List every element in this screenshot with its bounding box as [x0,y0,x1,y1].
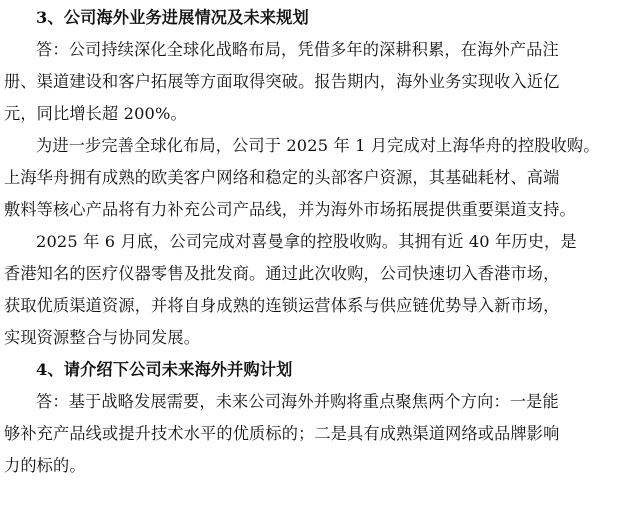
answer-paragraph-overseas-progress [4,34,617,130]
paragraph-line: 获取优质渠道资源，并将自身成熟的连锁运营体系与供应链优势导入新市场， [4,296,560,315]
paragraph-line: 2025 年 6 月底，公司完成对喜曼拿的控股收购。其拥有近 40 年历史，是 [36,232,577,251]
paragraph-line: 够补充产品线或提升技术水平的优质标的；二是具有成熟渠道网络或品牌影响 [4,424,560,443]
paragraph-line: 答：公司持续深化全球化战略布局，凭借多年的深耕积累，在海外产品注 [36,40,559,59]
paragraph-line: 敷料等核心产品将有力补充公司产品线，并为海外市场拓展提供重要渠道支持。 [4,200,576,219]
section-heading-4: 4、请介绍下公司未来海外并购计划 [36,360,293,379]
paragraph-line: 上海华舟拥有成熟的欧美客户网络和稳定的头部客户资源，其基础耗材、高端 [4,168,560,187]
paragraph-shanghai-huazhou [4,130,617,226]
paragraph-line: 册、渠道建设和客户拓展等方面取得突破。报告期内，海外业务实现收入近亿 [4,72,560,91]
paragraph-line: 元，同比增长超 200%。 [4,104,187,123]
paragraph-line: 答：基于战略发展需要，未来公司海外并购将重点聚焦两个方向：一是能 [36,392,559,411]
answer-paragraph-mna-plan [4,386,617,482]
paragraph-line: 力的标的。 [4,456,86,475]
paragraph-line: 实现资源整合与协同发展。 [4,328,201,347]
paragraph-line: 为进一步完善全球化布局，公司于 2025 年 1 月完成对上海华舟的控股收购。 [36,136,600,155]
paragraph-line: 香港知名的医疗仪器零售及批发商。通过此次收购，公司快速切入香港市场， [4,264,560,283]
paragraph-ximanna-acquisition [4,226,617,354]
section-heading-3: 3、公司海外业务进展情况及未来规划 [36,8,309,27]
